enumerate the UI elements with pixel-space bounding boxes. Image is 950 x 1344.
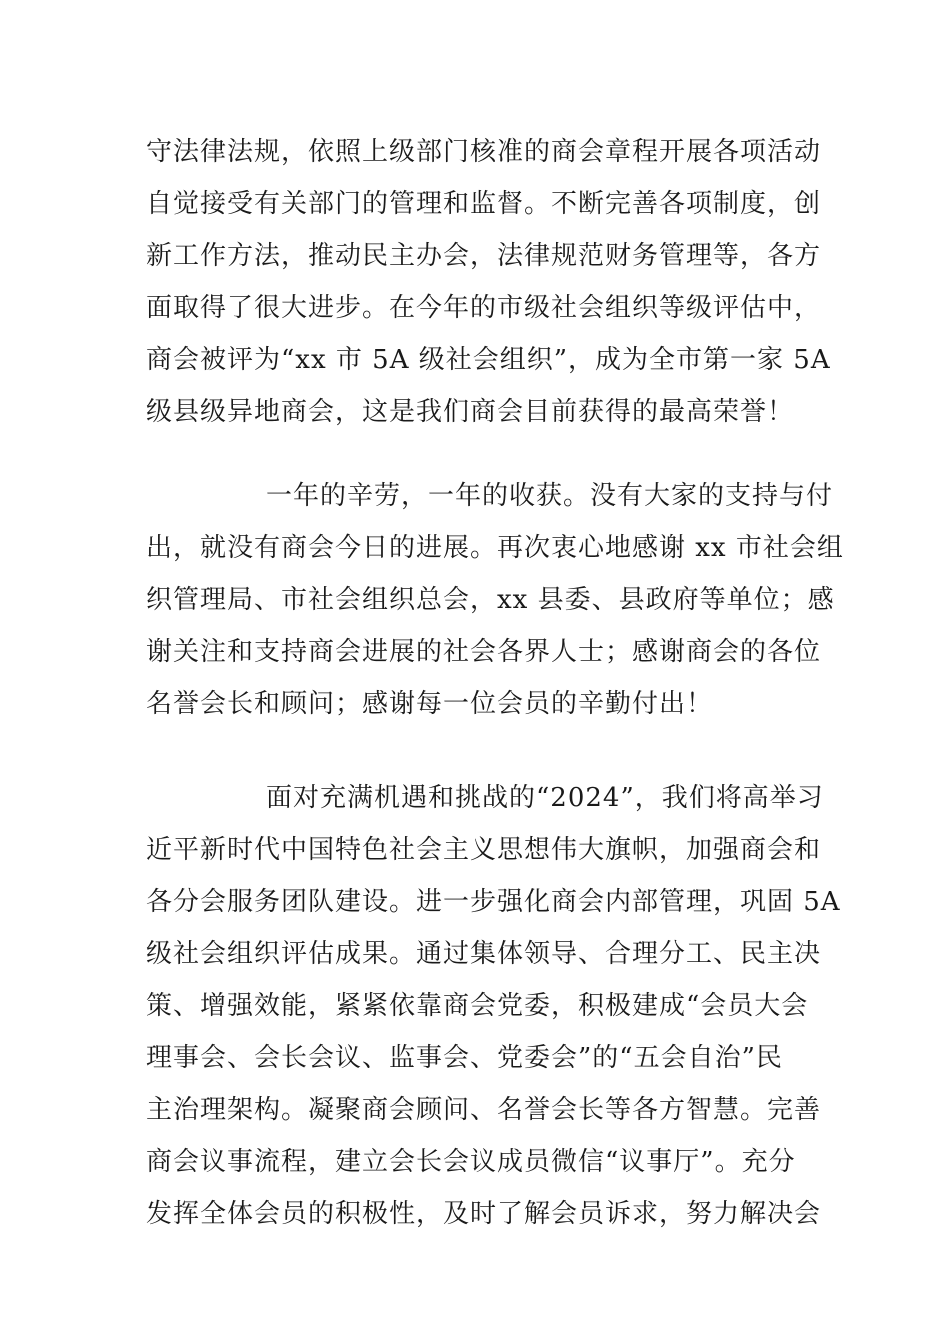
text-line: 理事会、会长会议、监事会、党委会”的“五会自治”民 (146, 1043, 783, 1073)
text-line: 自觉接受有关部门的管理和监督。不断完善各项制度，创 (146, 189, 822, 219)
text-line: 主治理架构。凝聚商会顾问、名誉会长等各方智慧。完善 (146, 1095, 822, 1125)
text-line: 面取得了很大进步。在今年的市级社会组织等级评估中， (146, 293, 822, 323)
text-line: 新工作方法，推动民主办会，法律规范财务管理等，各方 (146, 241, 822, 271)
text-line: 面对充满机遇和挑战的“2024”，我们将高举习 (266, 783, 824, 813)
text-line: 商会议事流程，建立会长会议成员微信“议事厅”。充分 (146, 1147, 796, 1177)
text-line: 发挥全体会员的积极性，及时了解会员诉求，努力解决会 (146, 1199, 822, 1229)
text-line: 各分会服务团队建设。进一步强化商会内部管理，巩固 5A (146, 887, 841, 917)
text-line: 出，就没有商会今日的进展。再次衷心地感谢 xx 市社会组 (146, 533, 844, 563)
text-line: 名誉会长和顾问；感谢每一位会员的辛勤付出！ (146, 689, 714, 719)
text-line: 级县级异地商会，这是我们商会目前获得的最高荣誉！ (146, 397, 795, 427)
text-line: 策、增强效能，紧紧依靠商会党委，积极建成“会员大会 (146, 991, 809, 1021)
paragraph-2 (146, 470, 844, 730)
text-line: 级社会组织评估成果。通过集体领导、合理分工、民主决 (146, 939, 822, 969)
text-line: 谢关注和支持商会进展的社会各界人士；感谢商会的各位 (146, 637, 822, 667)
text-line: 商会被评为“xx 市 5A 级社会组织”，成为全市第一家 5A (146, 345, 831, 375)
text-line: 守法律法规，依照上级部门核准的商会章程开展各项活动 (146, 137, 822, 167)
text-line: 织管理局、市社会组织总会，xx 县委、县政府等单位；感 (146, 585, 835, 615)
paragraph-1 (146, 126, 831, 438)
paragraph-3 (146, 772, 841, 1240)
text-line: 一年的辛劳，一年的收获。没有大家的支持与付 (266, 481, 834, 511)
text-line: 近平新时代中国特色社会主义思想伟大旗帜，加强商会和 (146, 835, 822, 865)
